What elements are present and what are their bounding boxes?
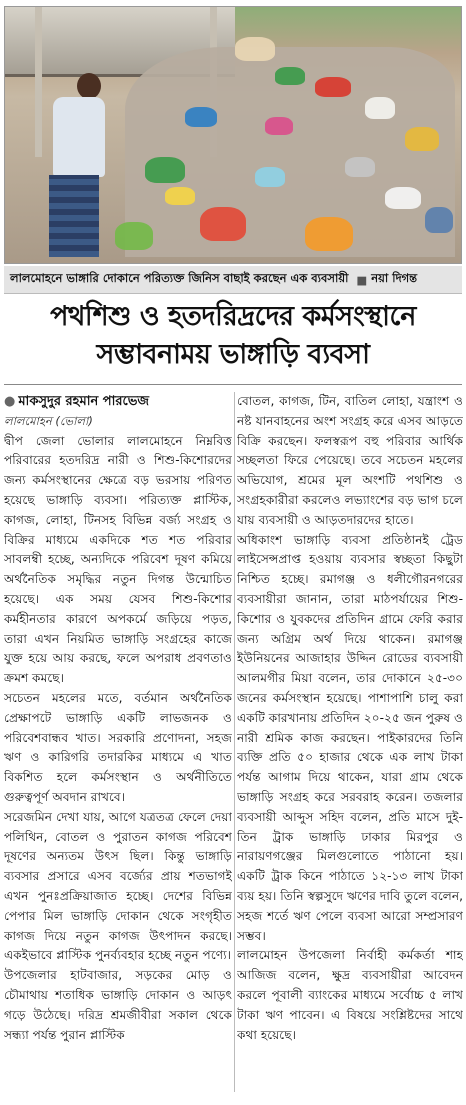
paragraph: অধিকাংশ ভাঙ্গাড়ি ব্যবসা প্রতিষ্ঠানই ট্রেড লাইসেন্সপ্রাপ্ত হওয়ায় ব্যবসার স্বচ্ছতা কিছুটা নিশ্চিত হচ্ছে। রমাগঞ্জ ও ধলীগৌরনগরের ব্যবসায়ীরা জানান, তারা মাঠপর্যায়ের শিশু-কিশোর ও যুবকদের প্রতিদিন গ্রামে ফেরি করার জন্য অগ্রিম অর্থ দিয়ে থাকেন। রমাগঞ্জ ইউনিয়নের আজাহার উদ্দিন রোডের ব্যবসায়ী আলমগীর মিয়া বলেন, তার দোকানে ২৫-৩০ জনের কর্মসংস্থান হয়েছে। পাশাপাশি চালু করা একটি কারখানায় প্রতিদিন ২০-২৫ জন পুরুষ ও নারী শ্রমিক কাজ করছেন। পাইকারদের তিনি ব্যক্তি প্রতি ৫০ হাজার থেকে এক লাখ টাকা পর্যন্ত আগাম দিয়ে থাকেন, যারা গ্রাম থেকে ভাঙ্গাড়ি সংগ্রহ করে সরবরাহ করেন। তজলার ব্যবসায়ী আব্দুস সহিদ বলেন, প্রতি মাসে দুই-তিন ট্রাক ভাঙ্গাড়ি ঢাকার মিরপুর ও নারায়ণগঞ্জের মিলগুলোতে পাঠানো হয়। একটি ট্রাক কিনে পাঠাতে ১২-১৩ লাখ টাকা ব্যয় হয়। তিনি স্বল্পসুদে ঋণের দাবি তুলে বলেন, সহজ শর্তে ঋণ পেলে ব্যবসা আরো সম্প্রসারণ সম্ভব।	[237, 532, 463, 943]
headline	[4, 298, 462, 378]
paragraph: সচেতন মহলের মতে, বর্তমান অর্থনৈতিক প্রেক্ষাপটে ভাঙ্গাড়ি একটি লাভজনক ও পরিবেশবান্ধব খাত। সরকারি প্রণোদনা, সহজ ঋণ ও কারিগরি তদারকির মাধ্যমে এ খাত বিকশিত হলে কর্মসংস্থান ও অর্থনীতিতে গুরুত্বপূর্ণ অবদান রাখবে।	[4, 690, 232, 804]
column-divider	[234, 392, 235, 1092]
paragraph: লালমোহন উপজেলা নির্বাহী কর্মকর্তা শাহ আজিজ বলেন, ক্ষুদ্র ব্যবসায়ীরা আবেদন করলে পূবালী ব্যাংকের মাধ্যমে সর্বোচ্চ ৫ লাখ টাকা ঋণ পাবেন। এ বিষয়ে সংশ্লিষ্টদের সাথে কথা হয়েছে।	[237, 948, 463, 1042]
news-photo	[4, 6, 462, 264]
article-column-left	[4, 392, 232, 1098]
paragraph: দ্বীপ জেলা ভোলার লালমোহনে নিম্নবিত্ত পরিবারের হতদরিদ্র নারী ও শিশু-কিশোরদের জন্য কর্মসংস্থানের ক্ষেত্রে বড় ভরসায় পরিণত হয়েছে ভাঙ্গাড়ি ব্যবসা। পরিত্যক্ত প্লাস্টিক, কাগজ, লোহা, টিনসহ বিভিন্ন বর্জ্য সংগ্রহ ও বিক্রির মাধ্যমে একদিকে শত শত পরিবার সাবলম্বী হচ্ছে, অন্যদিকে পরিবেশ দূষণ কমিয়ে অর্থনৈতিক সমৃদ্ধির নতুন দিগন্ত উন্মোচিত হয়েছে। এক সময় যেসব শিশু-কিশোর কর্মহীনতার কারণে অপকর্মে জড়িয়ে পড়ত, তারা এখন নিয়মিত ভাঙ্গাড়ি সংগ্রহের কাজে যুক্ত হয়ে আয় করছে, ফলে অপরাধ প্রবণতাও ক্রমশ কমছে।	[4, 433, 232, 686]
author-name: মাকসুদুর রহমান পারভেজ	[18, 394, 150, 409]
dateline: লালমোহন (ভোলা)	[4, 413, 93, 428]
headline-line-2: সম্ভাবনাময় ভাঙ্গাড়ি ব্যবসা	[96, 339, 370, 370]
paragraph: বোতল, কাগজ, টিন, বাতিল লোহা, যন্ত্রাংশ ও নষ্ট যানবাহনের অংশ সংগ্রহ করে এসব আড়তে বিক্রি করছেন। ফলস্বরূপ বহু পরিবার আর্থিক সচ্ছলতা ফিরে পেয়েছে। তবে সচেতন মহলের অভিযোগ, শ্রমের মূল অংশটি পথশিশু ও সংগ্রহকারীরা করলেও লভ্যাংশের বড় ভাগ চলে যায় ব্যবসায়ী ও আড়তদারদের হাতে।	[237, 394, 463, 527]
caption-bullet: ■	[356, 272, 368, 287]
photo-credit: নয়া দিগন্ত	[371, 271, 418, 285]
photo-caption	[4, 266, 462, 294]
headline-rule	[4, 384, 462, 385]
headline-line-1: পথশিশু ও হতদরিদ্রদের কর্মসংস্থানে	[50, 301, 416, 332]
paragraph: সরেজমিন দেখা যায়, আগে যত্রতত্র ফেলে দেয়া পলিথিন, বোতল ও পুরাতন কাগজ পরিবেশ দূষণের অন্যতম উৎস ছিল। কিন্তু ভাঙ্গাড়ি ব্যবসার প্রসারে এসব বর্জ্যের প্রায় শতভাগই এখন পুনঃপ্রক্রিয়াজাত হচ্ছে। দেশের বিভিন্ন পেপার মিল ভাঙ্গাড়ি দোকান থেকে সংগৃহীত কাগজ দিয়ে নতুন কাগজ উৎপাদন করছে। একইভাবে প্লাস্টিক পুনর্ব্যবহার হচ্ছে নতুন পণ্যে।	[4, 809, 232, 963]
paragraph: উপজেলার হাটবাজার, সড়কের মোড় ও চৌমাথায় শতাধিক ভাঙ্গাড়ি দোকান ও আড়ৎ গড়ে উঠেছে। দরিদ্র শ্রমজীবীরা সকাল থেকে সন্ধ্যা পর্যন্ত পুরান প্লাস্টিক	[4, 968, 232, 1042]
byline	[4, 392, 232, 412]
byline-bullet: ●	[4, 394, 16, 409]
caption-text: লালমোহনে ভাঙ্গারি দোকানে পরিত্যক্ত জিনিস বাছাই করছেন এক ব্যবসায়ী	[10, 271, 349, 285]
article-column-right	[237, 392, 463, 1098]
trader-figure	[31, 73, 101, 263]
